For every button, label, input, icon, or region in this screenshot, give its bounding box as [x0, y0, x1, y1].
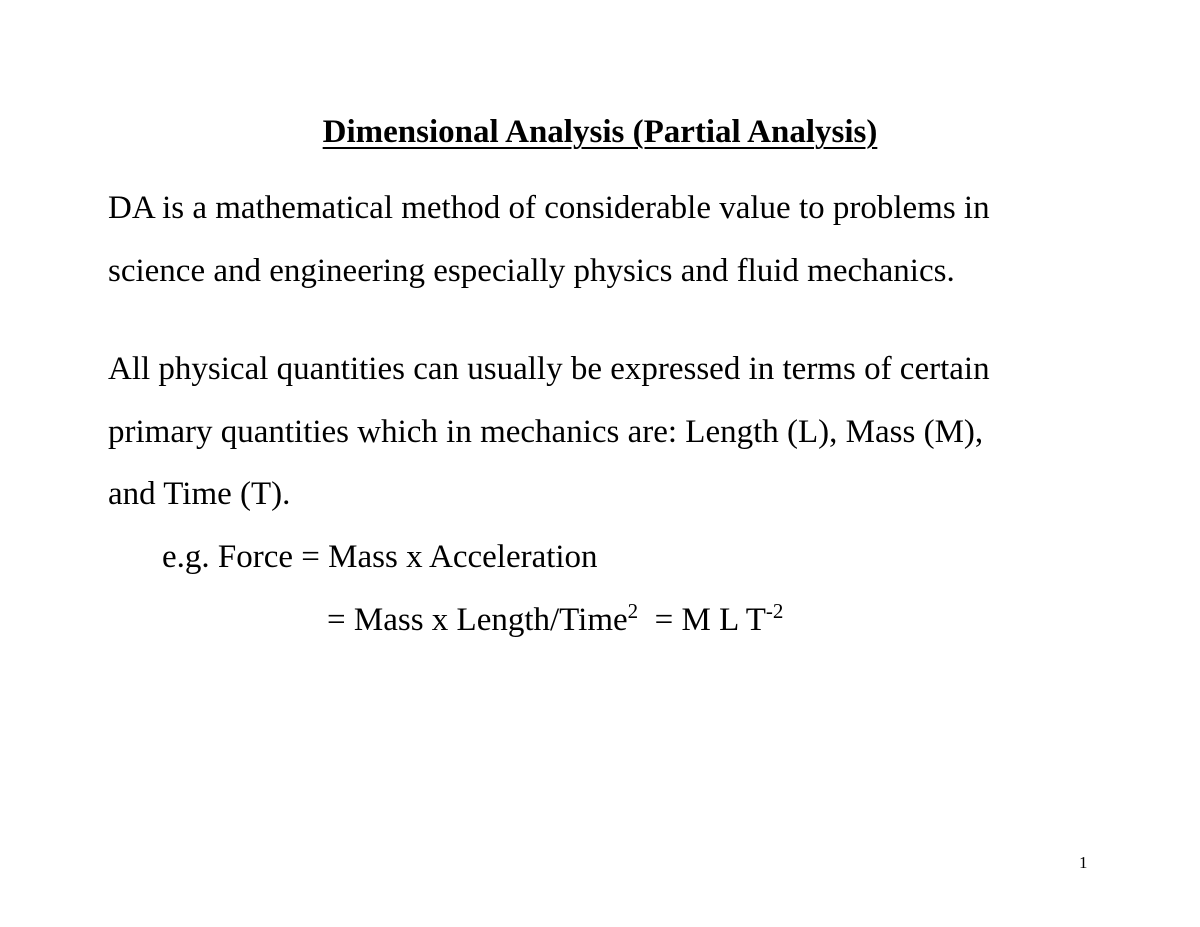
exponent-squared: 2 — [627, 599, 639, 623]
paragraph-1-line-2: science and engineering especially physics and fluid mechanics. — [108, 253, 955, 289]
equation-text-mass-length-time: = Mass x Length/Time — [327, 602, 628, 638]
equation-text-mlt: = M L T — [638, 602, 766, 638]
paragraph-2-line-2: primary quantities which in mechanics are: Length (L), Mass (M), — [108, 414, 984, 450]
page-number: 1 — [1079, 853, 1088, 872]
paragraph-1-line-1: DA is a mathematical method of considerable value to problems in — [108, 190, 990, 226]
exponent-negative-two: -2 — [765, 599, 784, 623]
example-equation-line-1: e.g. Force = Mass x Acceleration — [162, 539, 598, 575]
example-equation-line-2 — [327, 600, 783, 640]
paragraph-2-line-3: and Time (T). — [108, 476, 291, 512]
page-title: Dimensional Analysis (Partial Analysis) — [322, 114, 878, 150]
paragraph-2-line-1: All physical quantities can usually be expressed in terms of certain — [108, 351, 990, 387]
